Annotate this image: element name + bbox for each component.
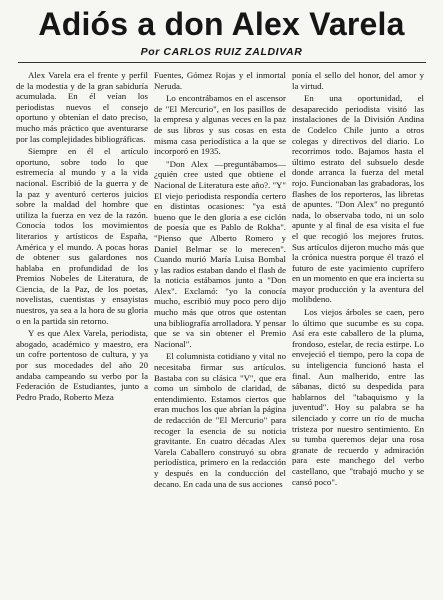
article-byline: Por CARLOS RUIZ ZALDIVAR [140, 46, 303, 58]
article-column-2 [154, 70, 286, 598]
title-rule [18, 62, 426, 63]
paragraph: "Don Alex —preguntábamos— ¿quién cree usted que obtiene el Nacional de Literatura este año?. "Y" El viejo periodista respondía certero en distintas ocasiones: "ya está bueno que le den gloria a ese ciclón de poesía que es Pablo de Rokha". "Pienso que Alberto Romero y Daniel Belmar se lo merecen". Cuando murió María Luisa Bombal y las radios estaban dando el flash de la noticia estábamos junto a "Don Alex". Exclamó: "yo la conocía mucho, escribió muy poco pero dijo mucho más que otros que ostentan una bibliografía arrolladora. Y pensar que se va sin obtener el Premio Nacional". [154, 158, 286, 349]
paragraph: Siempre en él el artículo oportuno, sobre todo lo que estremecía al mundo y a la vida nacional. Escribió de la guerra y de la paz y aventuró certeros juicios sobre la maldad del hombre que utiliza la fuerza en vez de la razón. Conocía todos los movimientos literarios y artísticos de España, América y el mundo. A pocas horas de obtener sus galardones nos hablaba en profundidad de los Premios Nobeles de Literatura, de Ciencia, de la Paz, de los poetas, novelistas, cuentistas y ensayistas nuestros, ya sea a la hora de su gloria o en la partida sin retorno. [16, 146, 148, 326]
article-column-3 [292, 70, 424, 598]
paragraph: Los viejos árboles se caen, pero lo último que sucumbe es su copa. Así era este caballero de la pluma, frondoso, estelar, de recia estirpe. Lo envejeció el tiempo, pero la copa de su inteligencia funcionó hasta el final. Aun malherido, entre las sábanas, dictó su despedida para hablarnos del "tabaquismo y la juventud". Hoy su palabra se ha silenciado y corre un río de mucha tristeza por nuestro sentimiento. En su tumba queremos dejar una rosa granate de recuerdo y admiración para este manchego del verbo castellano, que "trabajó mucho y se cansó poco". [292, 307, 424, 487]
paragraph: ponía el sello del honor, del amor y la virtud. [292, 70, 424, 91]
paragraph: Alex Varela era el frente y perfil de la modestia y de la gran sabiduría acumulada. En él veían los periodistas nuevos el consejo oportuno y obtenían el dato preciso, mucho más práctico que aventurarse por las complejidades bibliográficas. [16, 70, 148, 144]
paragraph: El columnista cotidiano y vital no necesitaba firmar sus artículos. Bastaba con su clásica "V", que era como un símbolo de claridad, de entendimiento. Estamos ciertos que eran muchos los que abrían la página de redacción de "El Mercurio" para recoger la esencia de su noticia gravitante. En cuatro décadas Alex Varela Caballero construyó su obra periodística, primero en la redacción y después en la conducción del decano. En cada una de sus acciones [154, 351, 286, 489]
paragraph: Fuentes, Gómez Rojas y el inmortal Neruda. [154, 70, 286, 91]
article-column-1 [16, 70, 148, 598]
paragraph: Lo encontrábamos en el ascensor de "El Mercurio", en los pasillos de la empresa y algunas veces en la paz de sus libros y sus cosas en esta misma casa periodística a la que se incorporó en 1935. [154, 93, 286, 157]
paragraph: Y es que Alex Varela, periodista, abogado, académico y maestro, era un cofre portentoso de cultura, y ya por sus mocedades del año 20 andaba campeando su verbo por la Federación de Estudiantes, junto a Pedro Prado, Roberto Meza [16, 328, 148, 402]
paragraph: En una oportunidad, el desaparecido periodista visitó las instalaciones de la División Andina de Codelco Chile junto a otros colegas y directivos del diario. Lo recorrimos todo. Bajamos hasta el último estrato del subsuelo desde donde arranca la fuerza del metal rojo. Funcionaban las grabadoras, los flashes de los reporteros, las libretas de apuntes. "Don Alex" no preguntó nada, lo observaba todo, ni un solo apunte y al final de esa visita el fue el que recogió los mejores frutos. Sus artículos dijeron mucho más que la crónica nuestra porque él trazó el futuro de este yacimiento cuprífero en un momento en que era incierta su mayor producción y la aventura del molibdeno. [292, 93, 424, 305]
article-title: Adiós a don Alex Varela [38, 6, 405, 42]
